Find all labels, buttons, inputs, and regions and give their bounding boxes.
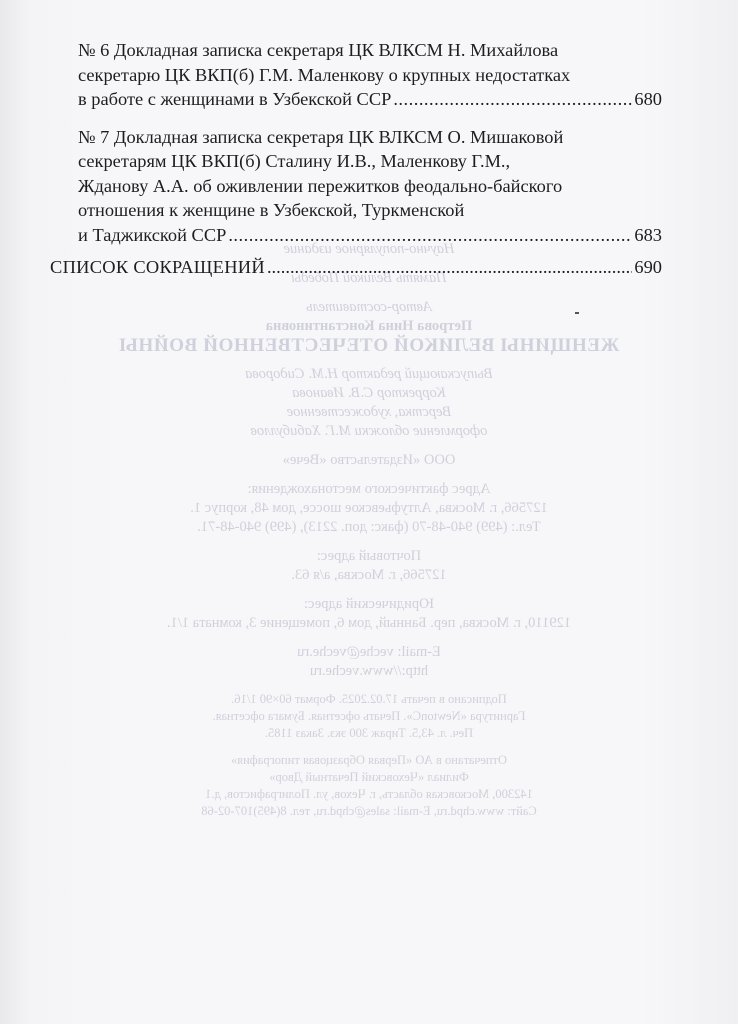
bleed-line: Филиал «Чеховский Печатный Двор»: [269, 770, 469, 784]
bleed-line: Адрес фактического местонахождения:: [247, 481, 491, 497]
bleed-line: 142300, Московская область, г. Чехов, ул. Полиграфистов, д.1: [205, 787, 533, 801]
toc-entry: [50, 125, 662, 248]
bleed-line: Гарнитура «NewtonC». Печать офсетная. Бумага офсетная.: [212, 709, 526, 723]
dot-leader: [267, 255, 632, 279]
toc-entry-text: в работе с женщинами в Узбекской ССР: [78, 89, 392, 109]
toc-entry-line: отношения к женщине в Узбекской, Туркменской: [78, 200, 465, 220]
section-title: СПИСОК СОКРАЩЕНИЙ: [50, 257, 265, 277]
bleed-line: 127566, г. Москва, а/я 63.: [291, 567, 447, 583]
bleed-line: ООО «Издательство «Вече»: [282, 452, 456, 468]
bleed-line: http://www.veche.ru: [309, 663, 429, 679]
bleed-line: Память Великой Победы: [291, 270, 447, 286]
bleed-line: Корректор С.В. Иванова: [292, 385, 446, 401]
bleed-line: E-mail: veche@veche.ru: [297, 644, 441, 660]
bleed-line: оформление обложки М.Г. Хабибуллов: [250, 423, 488, 439]
dot-leader: [393, 87, 632, 112]
bleed-line: Петрова Нина Константиновна: [265, 318, 473, 334]
toc-entry-line: секретарям ЦК ВКП(б) Сталину И.В., Маленкову Г.М.,: [78, 151, 511, 171]
dot-leader: [228, 223, 632, 248]
page-number: 690: [634, 257, 662, 277]
bleed-line: Печ. л. 43,5. Тираж 300 экз. Заказ 1185.: [264, 726, 474, 740]
bleed-line: Выпускающий редактор Н.М. Сидорова: [245, 366, 493, 382]
bleed-line: Подписано в печать 17.02.2025. Формат 60×90 1/16.: [231, 692, 507, 706]
toc-entry-text: и Таджикской ССР: [78, 224, 227, 245]
toc-entry-line: Жданову А.А. об оживлении пережитков феодально-байского: [78, 175, 563, 196]
page-number: 680: [634, 89, 662, 109]
ink-speck: [575, 312, 579, 314]
bleed-line: Тел.: (499) 940-48-70 (факс: доп. 2213), (499) 940-48-71.: [197, 519, 541, 535]
bleed-line: 127566, г. Москва, Алтуфьевское шоссе, дом 48, корпус 1.: [190, 500, 548, 516]
toc-entry-last-line: [50, 223, 662, 248]
toc-section-abbreviations: [50, 255, 662, 279]
toc-entry: [50, 38, 662, 112]
toc-entry-line: № 6 Докладная записка секретаря ЦК ВЛКСМ Н. Михайлова: [78, 40, 559, 60]
bleed-line: Юридический адрес:: [303, 596, 435, 612]
bleed-line: Верстка, художественное: [286, 404, 452, 420]
toc-entry-line: секретарю ЦК ВКП(б) Г.М. Маленкову о крупных недостатках: [78, 64, 571, 85]
table-of-contents: [50, 38, 662, 260]
bleed-line: ЖЕНЩИНЫ ВЕЛИКОЙ ОТЕЧЕСТВЕННОЙ ВОЙНЫ: [118, 335, 620, 356]
bleed-line: Почтовый адрес:: [316, 548, 422, 564]
bleed-line: Научно-популярное издание: [283, 241, 455, 257]
bleed-line: 129110, г. Москва, пер. Банный, дом 6, помещение 3, комната 1/1.: [166, 615, 572, 631]
reverse-side-show-through: [0, 240, 738, 940]
toc-entry-last-line: [50, 87, 662, 112]
page-number: 683: [634, 224, 662, 245]
toc-entry-line: № 7 Докладная записка секретаря ЦК ВЛКСМ О. Мишаковой: [78, 126, 564, 147]
bleed-line: Сайт: www.chpd.ru, E-mail: sales@chpd.ru, тел. 8(495)107-02-68: [201, 804, 537, 818]
bleed-line: Автор-составитель: [306, 299, 432, 315]
bleed-line: Отпечатано в АО «Первая Образцовая типография»: [231, 753, 508, 767]
